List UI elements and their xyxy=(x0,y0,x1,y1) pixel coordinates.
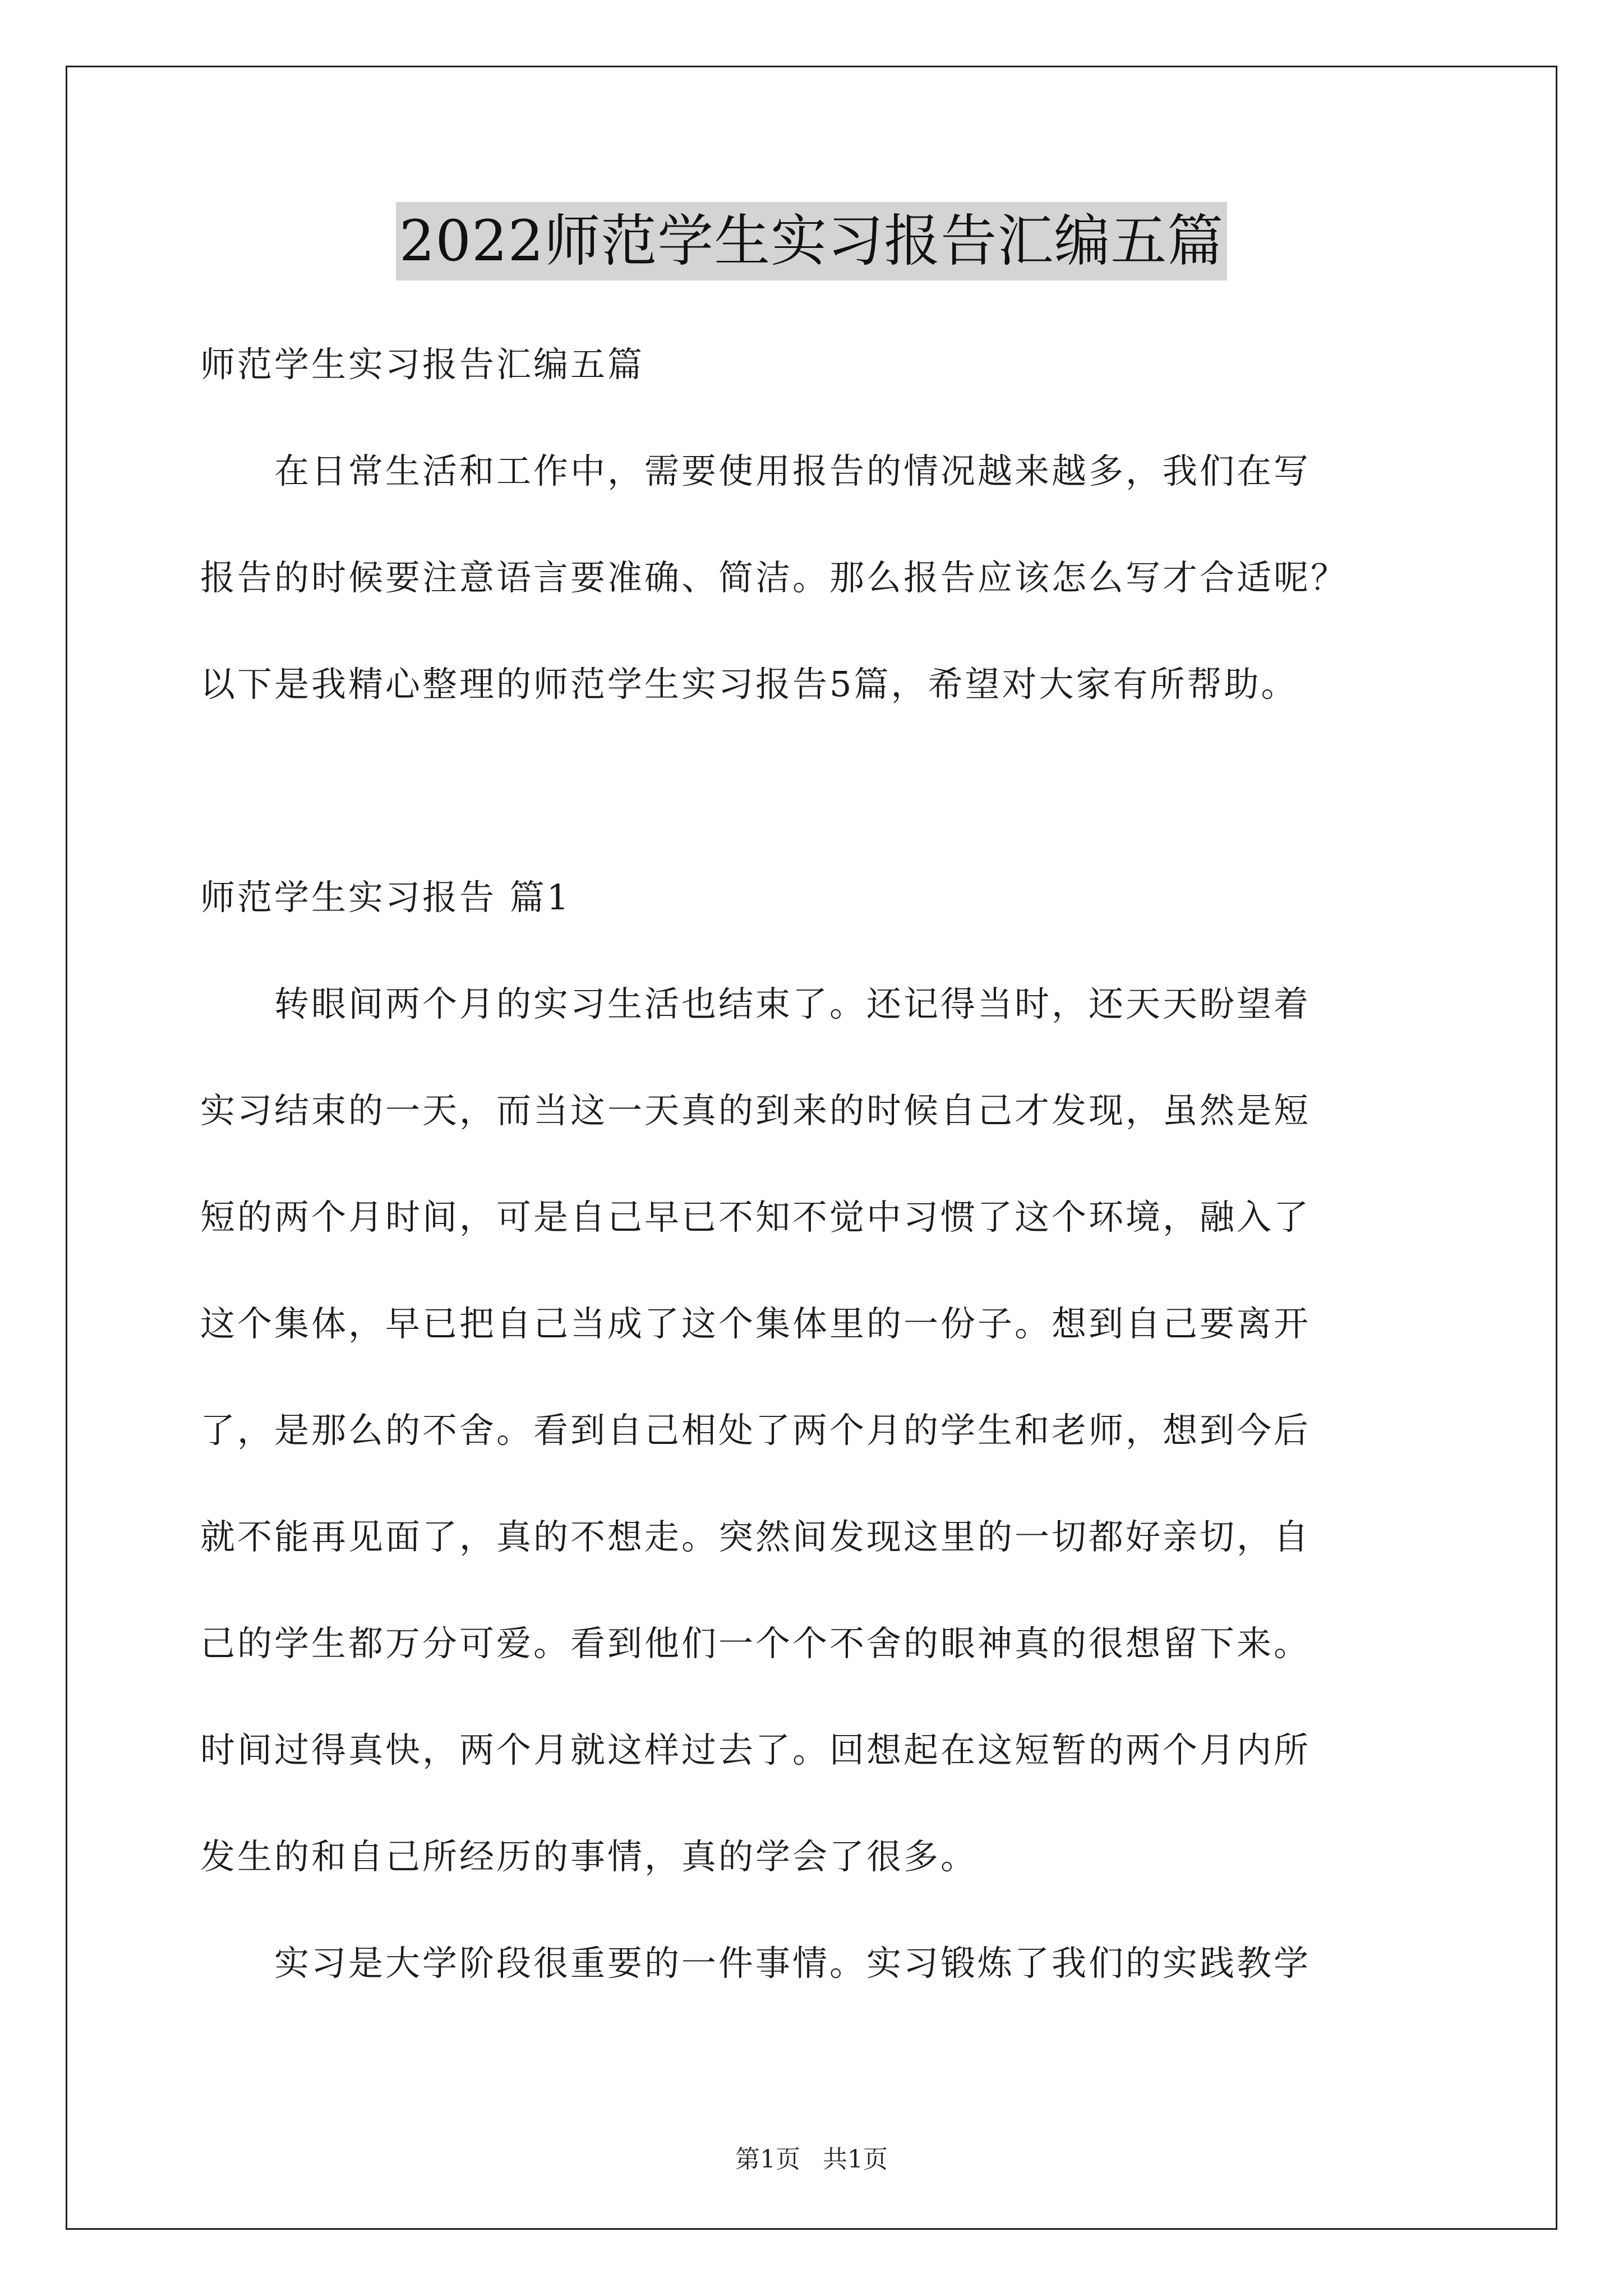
page-number: 第1页 xyxy=(735,2145,800,2174)
body-line-7: 转眼间两个月的实习生活也结束了。还记得当时，还天天盼望着 xyxy=(200,983,1311,1024)
body-line-3: 报告的时候要注意语言要准确、简洁。那么报告应该怎么写才合适呢？ xyxy=(200,557,1348,598)
body-line-16: 实习是大学阶段很重要的一件事情。实习锻炼了我们的实践教学 xyxy=(200,1943,1311,1984)
body-line-14: 时间过得真快，两个月就这样过去了。回想起在这短暂的两个月内所 xyxy=(200,1729,1311,1770)
page-footer xyxy=(0,2143,1623,2177)
title-container xyxy=(0,202,1623,280)
body-line-2: 在日常生活和工作中，需要使用报告的情况越来越多，我们在写 xyxy=(200,450,1311,491)
body-line-10: 这个集体，早已把自己当成了这个集体里的一份子。想到自己要离开 xyxy=(200,1303,1311,1344)
body-line-11: 了，是那么的不舍。看到自己相处了两个月的学生和老师，想到今后 xyxy=(200,1410,1311,1451)
body-line-12: 就不能再见面了，真的不想走。突然间发现这里的一切都好亲切，自 xyxy=(200,1516,1311,1557)
page-total: 共1页 xyxy=(823,2145,888,2174)
body-line-15: 发生的和自己所经历的事情，真的学会了很多。 xyxy=(200,1836,978,1877)
body-line-9: 短的两个月时间，可是自己早已不知不觉中习惯了这个环境，融入了 xyxy=(200,1197,1311,1237)
document-body xyxy=(200,311,1434,2017)
section-heading: 师范学生实习报告 篇1 xyxy=(200,877,571,918)
paragraph-gap xyxy=(200,738,1434,844)
body-line-13: 己的学生都万分可爱。看到他们一个个不舍的眼神真的很想留下来。 xyxy=(200,1623,1311,1664)
body-line-8: 实习结束的一天，而当这一天真的到来的时候自己才发现，虽然是短 xyxy=(200,1090,1311,1131)
body-line-1: 师范学生实习报告汇编五篇 xyxy=(200,344,645,385)
document-title: 2022师范学生实习报告汇编五篇 xyxy=(396,202,1228,280)
body-line-4: 以下是我精心整理的师范学生实习报告5篇，希望对大家有所帮助。 xyxy=(200,664,1298,705)
